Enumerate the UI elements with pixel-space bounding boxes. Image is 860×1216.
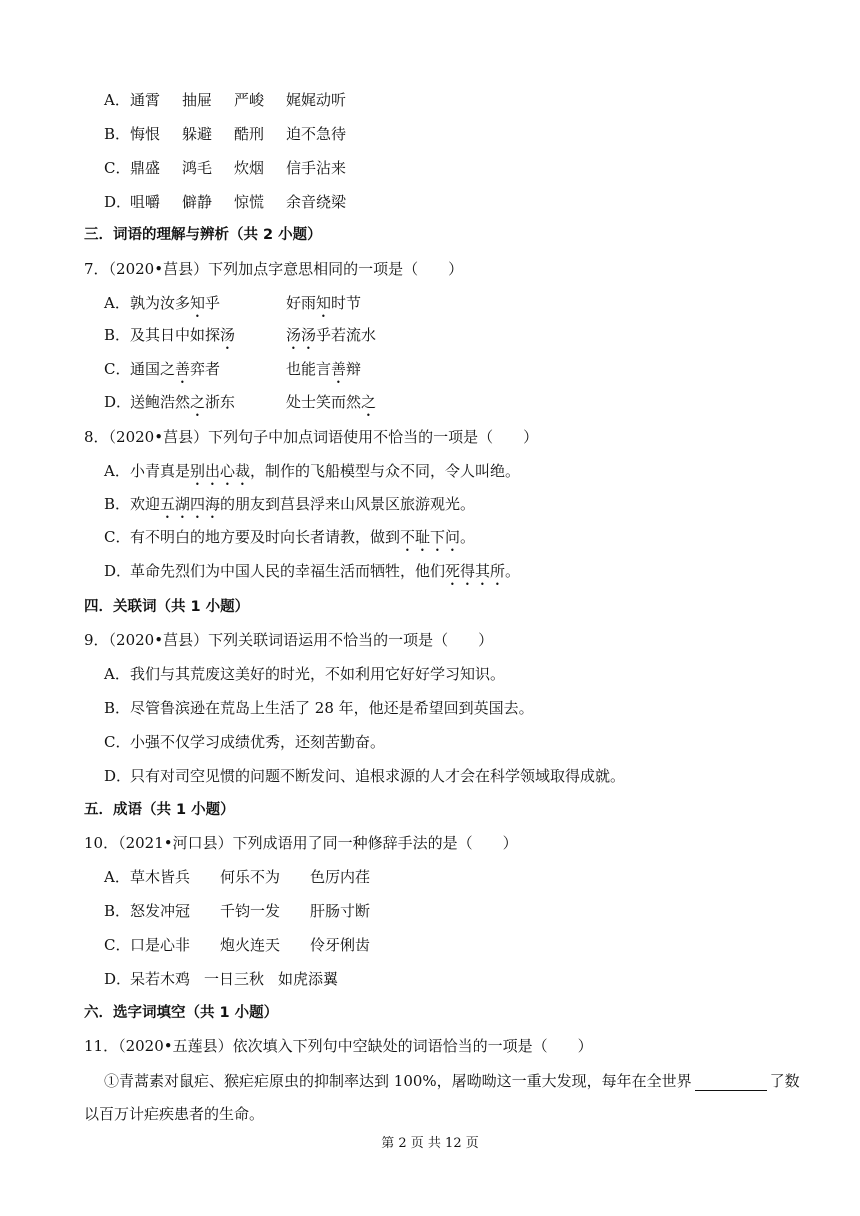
q10-option-c [104, 935, 392, 955]
text: 及其日中如探 [130, 326, 221, 344]
word: 炮火连天 [220, 936, 281, 954]
word: 鸿毛 [182, 159, 213, 177]
text: 处士笑而然 [286, 393, 362, 411]
text: 乎 [205, 294, 221, 312]
section-heading: 三．词语的理解与辨析（共 2 小题） [84, 227, 322, 243]
dotted-char: 善 [331, 360, 347, 378]
q10-option-d [104, 969, 360, 989]
option-label: A． [104, 462, 130, 480]
word: 僻静 [182, 193, 213, 211]
option-label: A． [104, 665, 130, 683]
word: 肝肠寸断 [310, 902, 371, 920]
text: 。 [460, 528, 476, 546]
option-label: A． [104, 91, 130, 109]
question-stem: 7．（2020•莒县）下列加点字意思相同的一项是（ ） [84, 260, 464, 278]
dotted-char: 之 [361, 393, 377, 411]
text: 的朋友到莒县浮来山风景区旅游观光。 [220, 495, 476, 513]
word: 酷刑 [234, 125, 265, 143]
text: 了数 [769, 1072, 800, 1090]
option-label: C． [104, 733, 131, 751]
dotted-phrase: 死得其所 [445, 562, 506, 580]
q6-option-d [104, 192, 368, 212]
word: 草木皆兵 [130, 868, 191, 886]
option-label: B． [104, 699, 131, 717]
option-label: A． [104, 868, 130, 886]
q11-sentence [104, 1071, 800, 1091]
option-label: C． [104, 528, 131, 546]
dotted-char: 汤汤 [286, 326, 317, 344]
option-text: 小强不仅学习成绩优秀，还刻苦勤奋。 [130, 733, 386, 751]
q7-option-a [104, 293, 361, 321]
dotted-phrase: 不耻下问 [400, 528, 461, 546]
answer-blank[interactable] [695, 1074, 767, 1091]
option-text: 我们与其荒废这美好的时光，不如利用它好好学习知识。 [130, 665, 506, 683]
word: 何乐不为 [220, 868, 281, 886]
dotted-char: 之 [190, 393, 206, 411]
option-label: B． [104, 902, 131, 920]
option-label: D． [104, 193, 132, 211]
q9-option-b [104, 698, 534, 718]
option-label: C． [104, 360, 131, 378]
question-stem: 9．（2020•莒县）下列关联词语运用不恰当的一项是（ ） [84, 631, 494, 649]
q7-option-b [104, 325, 376, 353]
question-stem: 8．（2020•莒县）下列句子中加点词语使用不恰当的一项是（ ） [84, 428, 539, 446]
option-label: C． [104, 159, 131, 177]
q8-option-d [104, 561, 520, 589]
dotted-char: 善 [175, 360, 191, 378]
q6-option-a [104, 90, 368, 110]
text: 浙东 [205, 393, 236, 411]
text: 送鲍浩然 [130, 393, 191, 411]
text: 辩 [346, 360, 362, 378]
word: 色厉内荏 [310, 868, 371, 886]
text: 好雨 [286, 294, 317, 312]
q9-option-a [104, 664, 505, 684]
page-footer: 第 2 页 共 12 页 [381, 1136, 479, 1151]
word: 如虎添翼 [278, 970, 339, 988]
section-heading: 四．关联词（共 1 小题） [84, 599, 250, 615]
text: 时节 [331, 294, 362, 312]
word: 严峻 [234, 91, 265, 109]
text: ，制作的飞船模型与众不同，令人叫绝。 [250, 462, 521, 480]
section-heading: 六．选字词填空（共 1 小题） [84, 1005, 279, 1021]
text: 有不明白的地方要及时向长者请教，做到 [130, 528, 401, 546]
q7-option-d [104, 392, 376, 420]
option-text: 只有对司空见惯的问题不断发问、追根求源的人才会在科学领域取得成就。 [130, 767, 626, 785]
q8-option-a [104, 461, 520, 489]
option-text: 尽管鲁滨逊在荒岛上生活了 28 年，他还是希望回到英国去。 [130, 699, 534, 717]
option-label: D． [104, 393, 132, 411]
word: 千钧一发 [220, 902, 281, 920]
q8-option-c [104, 527, 475, 555]
word: 口是心非 [130, 936, 191, 954]
option-label: D． [104, 767, 132, 785]
q7-option-c [104, 359, 361, 387]
q6-option-c [104, 158, 368, 178]
q11-sentence-continued: 以百万计疟疾患者的生命。 [84, 1105, 265, 1123]
question-stem: 11．（2020•五莲县）依次填入下列句中空缺处的词语恰当的一项是（ ） [84, 1037, 593, 1055]
text: 小青真是 [130, 462, 191, 480]
section-heading: 五．成语（共 1 小题） [84, 802, 235, 818]
q10-option-a [104, 867, 392, 887]
word: 悔恨 [130, 125, 161, 143]
word: 躲避 [182, 125, 213, 143]
option-label: D． [104, 970, 132, 988]
q9-option-d [104, 766, 625, 786]
q10-option-b [104, 901, 392, 921]
text: 弈者 [190, 360, 221, 378]
dotted-char: 知 [316, 294, 332, 312]
text: 也能言 [286, 360, 332, 378]
word: 伶牙俐齿 [310, 936, 371, 954]
word: 余音绕梁 [286, 193, 347, 211]
option-label: D． [104, 562, 132, 580]
word: 咀嚼 [130, 193, 161, 211]
word: 鼎盛 [130, 159, 161, 177]
word: 炊烟 [234, 159, 265, 177]
word: 惊慌 [234, 193, 265, 211]
dotted-phrase: 五湖四海 [160, 495, 221, 513]
option-label: C． [104, 936, 131, 954]
text: 欢迎 [130, 495, 161, 513]
dotted-char: 知 [190, 294, 206, 312]
q8-option-b [104, 494, 475, 522]
word: 信手沾来 [286, 159, 347, 177]
dotted-phrase: 别出心裁 [190, 462, 251, 480]
text: 通国之 [130, 360, 176, 378]
word: 呆若木鸡 [130, 970, 191, 988]
word: 迫不急待 [286, 125, 347, 143]
text: 。 [505, 562, 521, 580]
question-stem: 10．（2021•河口县）下列成语用了同一种修辞手法的是（ ） [84, 834, 518, 852]
word: 娓娓动听 [286, 91, 347, 109]
word: 一日三秋 [204, 970, 265, 988]
text: ①青蒿素对鼠疟、猴疟疟原虫的抑制率达到 100%，屠呦呦这一重大发现，每年在全世界 [104, 1072, 692, 1090]
option-label: B． [104, 326, 131, 344]
q9-option-c [104, 732, 385, 752]
text: 乎若流水 [316, 326, 377, 344]
word: 通霄 [130, 91, 161, 109]
text: 革命先烈们为中国人民的幸福生活而牺牲，他们 [130, 562, 446, 580]
text: 孰为汝多 [130, 294, 191, 312]
word: 怒发冲冠 [130, 902, 191, 920]
dotted-char: 汤 [220, 326, 236, 344]
option-label: B． [104, 125, 131, 143]
word: 抽屉 [182, 91, 213, 109]
option-label: B． [104, 495, 131, 513]
option-label: A． [104, 294, 130, 312]
q6-option-b [104, 124, 368, 144]
